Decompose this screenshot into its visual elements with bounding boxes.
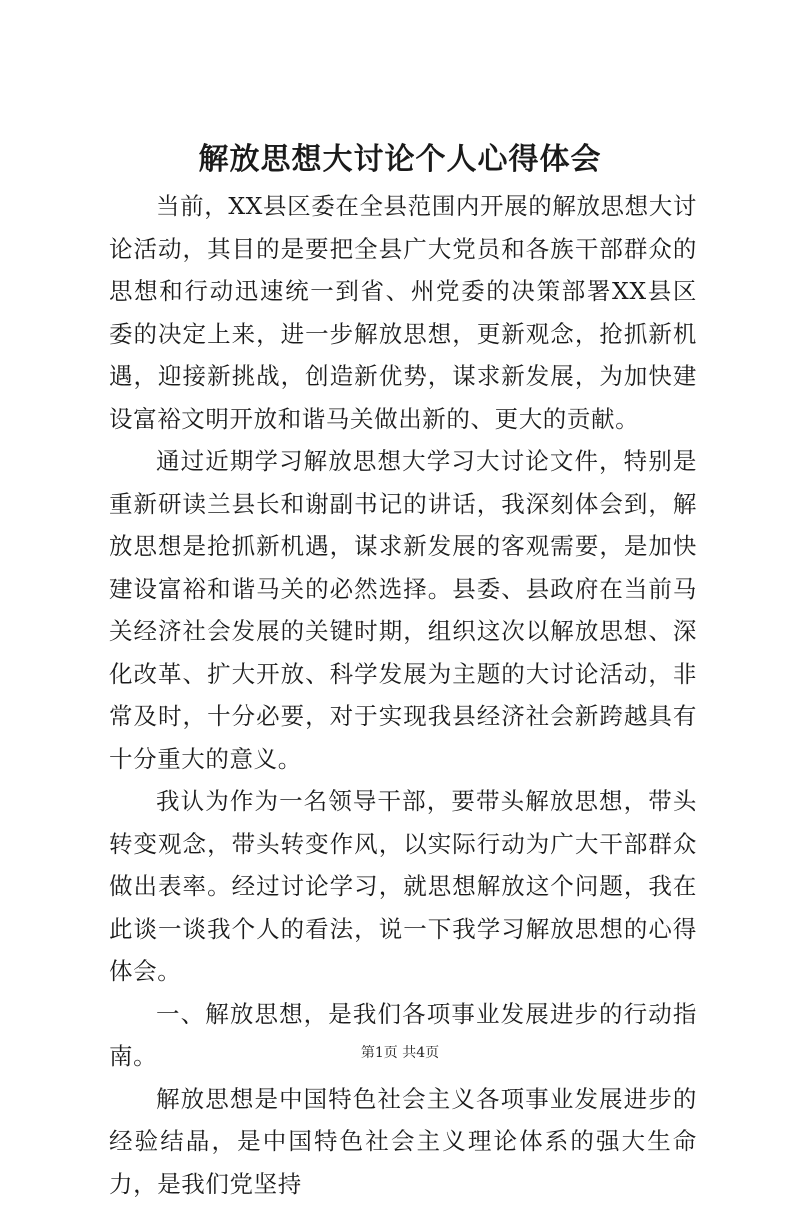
paragraph-4: 解放思想是中国特色社会主义各项事业发展进步的经验结晶，是中国特色社会主义理论体系的强大生命力，是我们党坚持	[109, 1078, 697, 1205]
page-footer: 第1页 共4页	[0, 1043, 800, 1063]
section-heading-1: 一、解放思想，是我们各项事业发展进步的行动指南。	[109, 993, 697, 1078]
paragraph-1: 当前，XX县区委在全县范围内开展的解放思想大讨论活动，其目的是要把全县广大党员和各族干部群众的思想和行动迅速统一到省、州党委的决策部署XX县区委的决定上来，进一步解放思想，更新观念，抢抓新机遇，迎接新挑战，创造新优势，谋求新发展，为加快建设富裕文明开放和谐马关做出新的、更大的贡献。	[109, 185, 697, 440]
document-title: 解放思想大讨论个人心得体会	[0, 140, 800, 180]
paragraph-2: 通过近期学习解放思想大学习大讨论文件，特别是重新研读兰县长和谢副书记的讲话，我深刻体会到，解放思想是抢抓新机遇，谋求新发展的客观需要，是加快建设富裕和谐马关的必然选择。县委、县政府在当前马关经济社会发展的关键时期，组织这次以解放思想、深化改革、扩大开放、科学发展为主题的大讨论活动，非常及时，十分必要，对于实现我县经济社会新跨越具有十分重大的意义。	[109, 440, 697, 780]
paragraph-3: 我认为作为一名领导干部，要带头解放思想，带头转变观念，带头转变作风，以实际行动为广大干部群众做出表率。经过讨论学习，就思想解放这个问题，我在此谈一谈我个人的看法，说一下我学习解放思想的心得体会。	[109, 780, 697, 993]
